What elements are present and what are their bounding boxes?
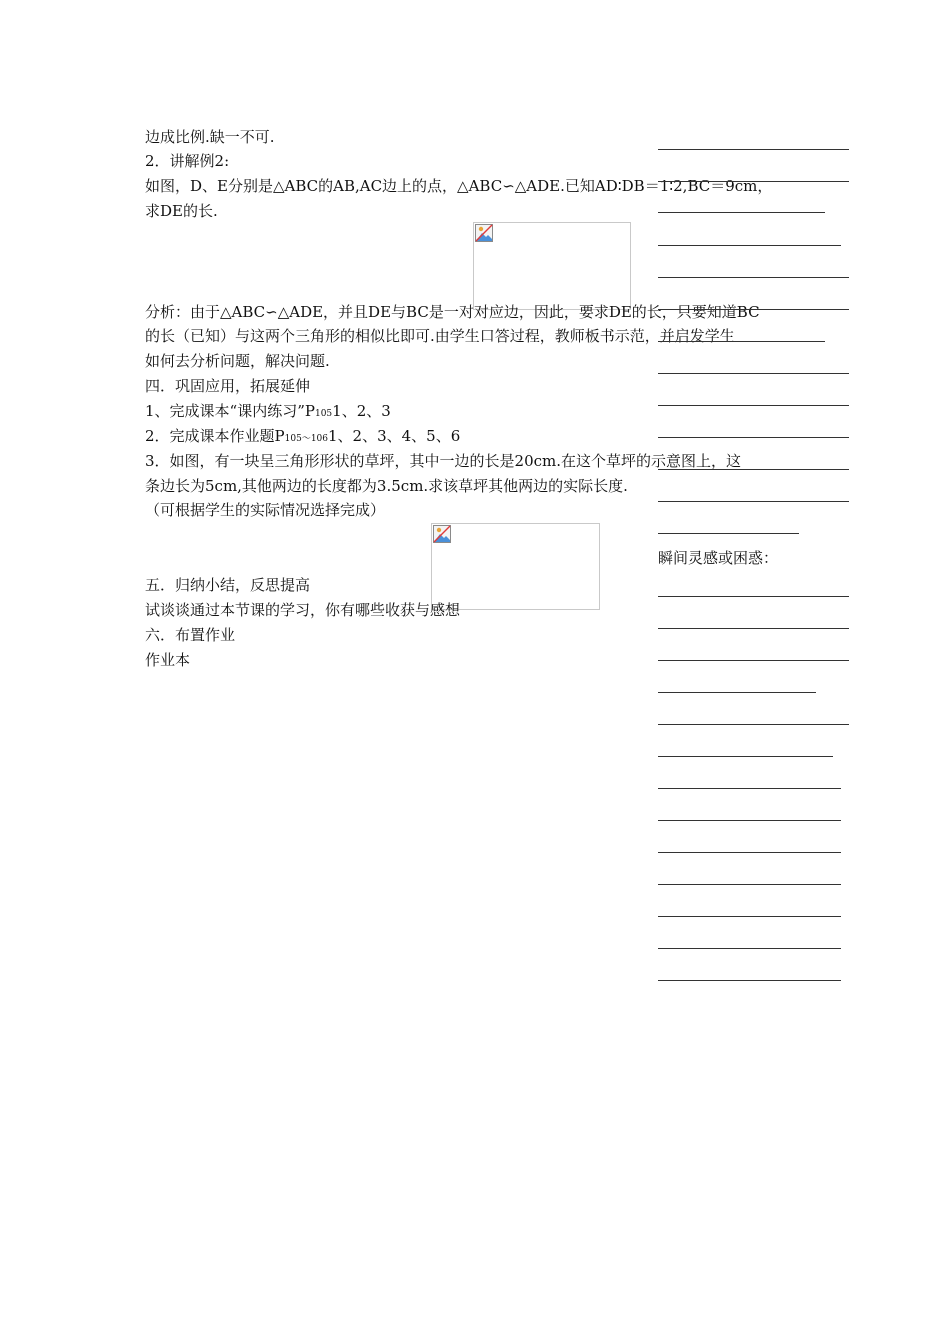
text-line: 试谈谈通过本节课的学习，你有哪些收获与感想 bbox=[145, 601, 461, 619]
exercise-line bbox=[145, 426, 460, 449]
note-line bbox=[658, 596, 849, 597]
margin-note-label: 瞬间灵感或困惑： bbox=[658, 549, 779, 567]
note-line bbox=[658, 724, 849, 725]
note-line bbox=[658, 341, 825, 342]
note-line bbox=[658, 212, 825, 213]
section-heading: 四．巩固应用，拓展延伸 bbox=[145, 377, 311, 395]
text-line: 求DE的长. bbox=[145, 202, 218, 220]
note-line bbox=[658, 469, 849, 470]
text-line: 条边长为5cm,其他两边的长度都为3.5cm.求该草坪其他两边的实际长度. bbox=[145, 477, 628, 495]
note-line bbox=[658, 820, 841, 821]
note-line bbox=[658, 980, 841, 981]
text-line: 的长（已知）与这两个三角形的相似比即可.由学生口答过程，教师板书示范，并启发学生 bbox=[145, 327, 735, 345]
text-line: （可根据学生的实际情况选择完成） bbox=[145, 501, 386, 519]
note-line bbox=[658, 501, 849, 502]
text-line: 如何去分析问题，解决问题. bbox=[145, 352, 330, 370]
text-line: 作业本 bbox=[145, 651, 191, 669]
note-line bbox=[658, 788, 841, 789]
note-line bbox=[658, 373, 849, 374]
text-line: 边成比例.缺一不可. bbox=[145, 128, 275, 146]
note-line bbox=[658, 277, 849, 278]
note-line bbox=[658, 852, 841, 853]
broken-image-icon bbox=[475, 224, 493, 242]
text-line: 3．如图，有一块呈三角形形状的草坪，其中一边的长是20cm.在这个草坪的示意图上，这 bbox=[145, 452, 742, 470]
exercise-text: 1、2、3、4、5、6 bbox=[328, 427, 461, 445]
exercise-text: 1、2、3 bbox=[332, 402, 391, 420]
missing-image-placeholder bbox=[473, 222, 631, 310]
note-line bbox=[658, 948, 841, 949]
exercise-text: 1、完成课本“课内练习”P bbox=[145, 402, 315, 420]
text-line: 分析：由于△ABC∽△ADE，并且DE与BC是一对对应边，因此，要求DE的长，只要知道BC bbox=[145, 303, 760, 321]
example-2-heading: 2．讲解例2: bbox=[145, 152, 230, 170]
note-line bbox=[658, 181, 849, 182]
broken-image-icon bbox=[433, 525, 451, 543]
note-line bbox=[658, 692, 816, 693]
note-line bbox=[658, 916, 841, 917]
page-subscript: 105～106 bbox=[284, 434, 328, 444]
section-heading: 五．归纳小结，反思提高 bbox=[145, 576, 311, 594]
section-heading: 六．布置作业 bbox=[145, 626, 236, 644]
note-line bbox=[658, 149, 849, 150]
exercise-text: 2．完成课本作业题P bbox=[145, 427, 285, 445]
missing-image-placeholder bbox=[431, 523, 600, 610]
exercise-line bbox=[145, 401, 391, 424]
note-line bbox=[658, 660, 849, 661]
note-line bbox=[658, 245, 841, 246]
text-line: 如图，D、E分别是△ABC的AB,AC边上的点，△ABC∽△ADE.已知AD∶DB＝1∶2,BC＝9cm， bbox=[145, 177, 773, 195]
note-line bbox=[658, 884, 841, 885]
note-line bbox=[658, 405, 849, 406]
page-subscript: 105 bbox=[314, 409, 333, 419]
note-line bbox=[658, 628, 849, 629]
note-line bbox=[658, 756, 833, 757]
note-line bbox=[658, 437, 849, 438]
note-line bbox=[658, 533, 799, 534]
note-line bbox=[658, 309, 849, 310]
